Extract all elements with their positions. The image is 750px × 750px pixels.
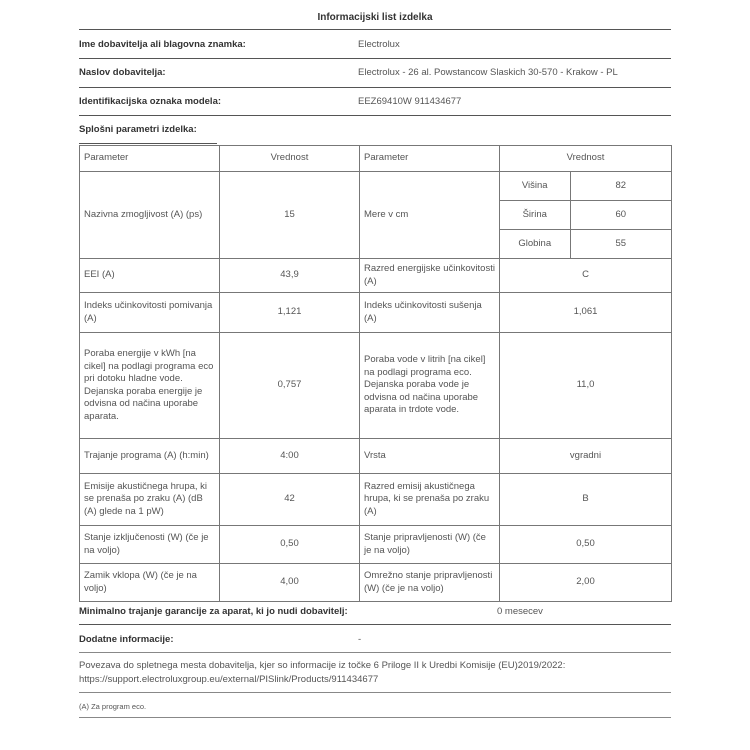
table-row [80, 526, 672, 564]
divider [79, 115, 671, 116]
supplier-name-value: Electrolux [358, 39, 400, 50]
drying-index-label: Indeks učinkovitosti sušenja (A) [360, 293, 500, 333]
divider [79, 29, 671, 30]
general-params-label: Splošni parametri izdelka: [79, 124, 197, 135]
standby-mode-value: 0,50 [500, 526, 672, 564]
warranty-label: Minimalno trajanje garancije za aparat, ki jo nudi dobavitelj: [79, 606, 348, 617]
warranty-value: 0 mesecev [497, 606, 543, 617]
cleaning-index-label: Indeks učinkovitosti pomivanja (A) [80, 293, 220, 333]
dimensions-subtable [500, 172, 671, 258]
noise-class-label: Razred emisij akustičnega hrupa, ki se prenaša po zraku (A) [360, 474, 500, 526]
standby-mode-label: Stanje pripravljenosti (W) (če je na voljo) [360, 526, 500, 564]
water-consumption-label: Poraba vode v litrih [na cikel] na podlagi programa eco. Dejanska poraba vode je odvisna od načina uporabe aparata in trdote vode. [360, 333, 500, 439]
networked-standby-value: 2,00 [500, 564, 672, 602]
energy-consumption-value: 0,757 [220, 333, 360, 439]
noise-emission-value: 42 [220, 474, 360, 526]
parameters-table [79, 145, 672, 602]
divider [79, 624, 671, 625]
supplier-website-link-text: Povezava do spletnega mesta dobavitelja, kjer so informacije iz točke 6 Priloge II k Uredbi Komisije (EU)2019/2022: https://support.electroluxgroup.eu/external/PISlink/Products/911434677 [79, 660, 566, 685]
type-value: vgradni [500, 439, 672, 474]
width-label: Širina [500, 201, 570, 230]
header-parameter: Parameter [360, 146, 500, 172]
header-value: Vrednost [220, 146, 360, 172]
supplier-name-label: Ime dobavitelja ali blagovna znamka: [79, 39, 246, 50]
program-duration-label: Trajanje programa (A) (h:min) [80, 439, 220, 474]
capacity-label: Nazivna zmogljivost (A) (ps) [80, 172, 220, 259]
width-value: 60 [570, 201, 671, 230]
table-row [80, 564, 672, 602]
table-row [80, 333, 672, 439]
energy-consumption-label: Poraba energije v kWh [na cikel] na podlagi programa eco pri dotoku hladne vode. Dejanska poraba energije je odvisna od načina uporabe aparata. [80, 333, 220, 439]
additional-info-label: Dodatne informacije: [79, 634, 174, 645]
height-label: Višina [500, 172, 570, 201]
energy-class-value: C [500, 259, 672, 293]
noise-class-value: B [500, 474, 672, 526]
divider [79, 692, 671, 693]
off-mode-value: 0,50 [220, 526, 360, 564]
height-value: 82 [570, 172, 671, 201]
capacity-value: 15 [220, 172, 360, 259]
eei-label: EEI (A) [80, 259, 220, 293]
header-value: Vrednost [500, 146, 672, 172]
header-parameter: Parameter [80, 146, 220, 172]
depth-label: Globina [500, 230, 570, 259]
eei-value: 43,9 [220, 259, 360, 293]
sheet-title: Informacijski list izdelka [317, 12, 433, 23]
divider [79, 652, 671, 653]
table-row [80, 259, 672, 293]
table-row [80, 474, 672, 526]
depth-value: 55 [615, 237, 627, 249]
networked-standby-label: Omrežno stanje pripravljenosti (W) (če je na voljo) [360, 564, 500, 602]
additional-info-value: - [358, 634, 362, 645]
footnote: (A) Za program eco. [79, 702, 147, 711]
energy-class-label: Razred energijske učinkovitosti (A) [360, 259, 500, 293]
table-row [80, 293, 672, 333]
supplier-address-value: Electrolux - 26 al. Powstancow Slaskich 30-570 - Krakow - PL [358, 67, 618, 78]
divider [79, 143, 217, 144]
supplier-address-label: Naslov dobavitelja: [79, 67, 166, 78]
table-row [80, 439, 672, 474]
divider [79, 58, 671, 59]
model-id-label: Identifikacijska oznaka modela: [79, 96, 222, 107]
delay-start-value: 4,00 [220, 564, 360, 602]
table-header-row [80, 146, 672, 172]
model-id-value: EEZ69410W 911434677 [358, 96, 462, 107]
type-label: Vrsta [360, 439, 500, 474]
delay-start-label: Zamik vklopa (W) (če je na voljo) [80, 564, 220, 602]
divider [79, 87, 671, 88]
dimensions-cell [500, 172, 672, 259]
program-duration-value: 4:00 [220, 439, 360, 474]
table-row [80, 172, 672, 259]
drying-index-value: 1,061 [500, 293, 672, 333]
noise-emission-label: Emisije akustičnega hrupa, ki se prenaša po zraku (A) (dB (A) glede na 1 pW) [80, 474, 220, 526]
cleaning-index-value: 1,121 [220, 293, 360, 333]
dimensions-label: Mere v cm [360, 172, 500, 259]
water-consumption-value: 11,0 [500, 333, 672, 439]
off-mode-label: Stanje izključenosti (W) (če je na voljo) [80, 526, 220, 564]
divider [79, 717, 671, 718]
